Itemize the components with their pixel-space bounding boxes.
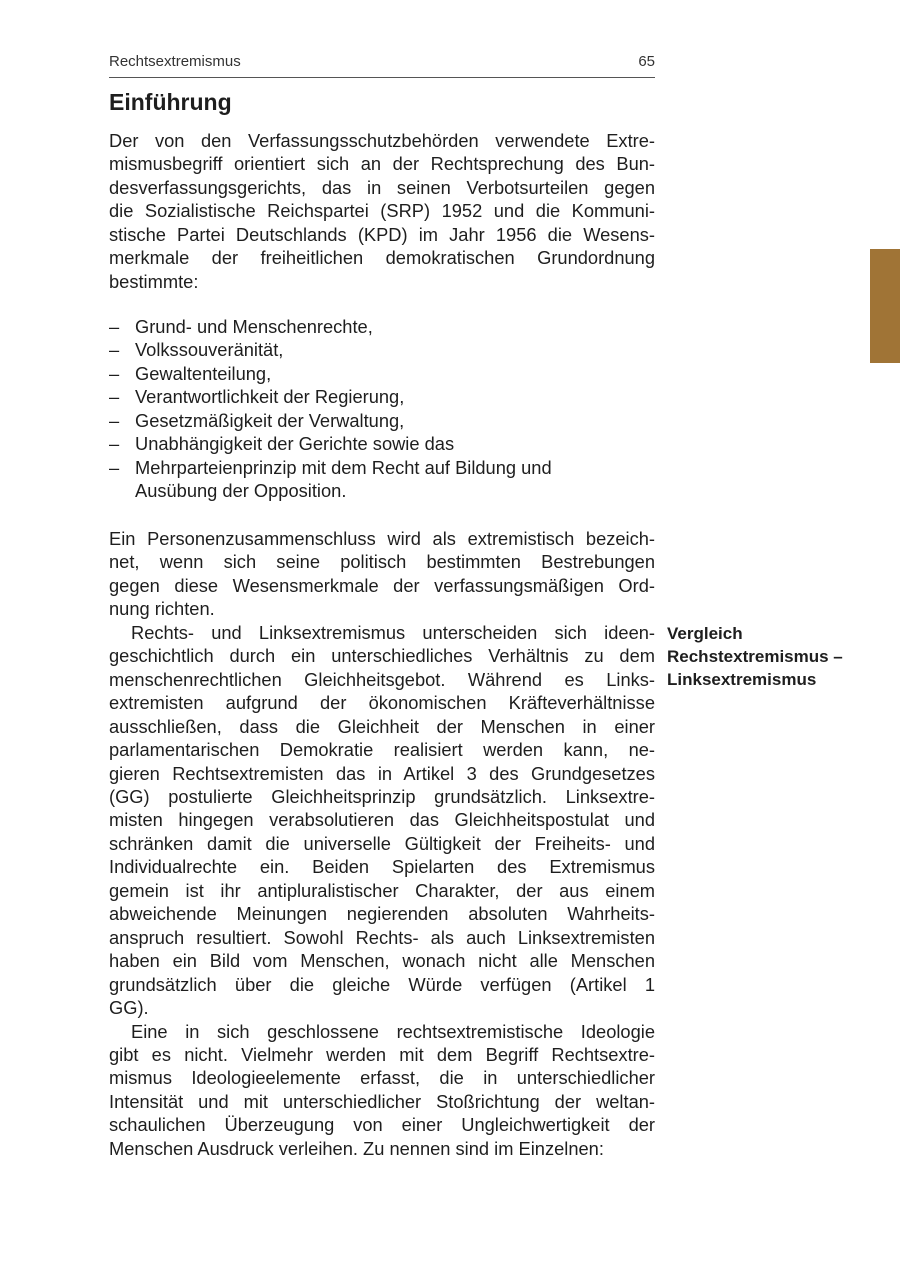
list-item-text: Verantwortlichkeit der Regierung, [135, 386, 405, 408]
chapter-tab-marker [870, 249, 900, 363]
dash-bullet: – [109, 409, 120, 431]
text-line: ausschließen, dass die Gleichheit der Menschen in einer [109, 715, 655, 737]
list-item-text: Grund- und Menschenrechte, [135, 316, 373, 337]
dash-bullet: – [109, 339, 120, 361]
principles-list [109, 315, 655, 503]
text-line: Der von den Verfassungsschutzbehörden verwendete Extre- [109, 130, 655, 151]
margin-note-line: Linksextremismus [667, 670, 817, 689]
list-item [109, 456, 655, 479]
body-text [109, 527, 655, 1160]
text-line: stische Partei Deutschlands (KPD) im Jahr 1956 die Wesens- [109, 223, 655, 245]
list-item-text: Mehrparteienprinzip mit dem Recht auf Bildung und [135, 456, 552, 478]
text-line: anspruch resultiert. Sowohl Rechts- als auch Linksextremisten [109, 926, 655, 948]
list-item [109, 409, 655, 432]
text-line: gibt es nicht. Vielmehr werden mit dem Begriff Rechtsextre- [109, 1043, 655, 1065]
margin-note-line: Rechstextremismus – [667, 647, 843, 666]
list-item-text: Ausübung der Opposition. [135, 480, 347, 502]
text-line: nung richten. [109, 598, 215, 620]
text-line: net, wenn sich seine politisch bestimmten Bestrebungen [109, 551, 655, 573]
text-line: geschichtlich durch ein unterschiedliches Verhältnis zu dem [109, 645, 655, 667]
dash-bullet: – [109, 362, 120, 384]
text-line: desverfassungsgerichts, das in seinen Verbotsurteilen gegen [109, 176, 655, 198]
list-item [109, 315, 655, 338]
text-line: Ein Personenzusammenschluss wird als extremistisch bezeich- [109, 528, 655, 549]
section-heading: Einführung [109, 89, 232, 115]
margin-note [667, 622, 843, 691]
text-line: grundsätzlich über die gleiche Würde verfügen (Artikel 1 [109, 973, 655, 995]
text-line: mismus Ideologieelemente erfasst, die in unterschiedlicher [109, 1067, 655, 1089]
text-line: abweichende Meinungen negierenden absoluten Wahrheits- [109, 903, 655, 925]
text-line: Rechts- und Linksextremismus unterscheiden sich ideen- [131, 621, 655, 643]
list-item-text: Unabhängigkeit der Gerichte sowie das [135, 433, 455, 455]
text-line: mismusbegriff orientiert sich an der Rechtsprechung des Bun- [109, 153, 655, 175]
text-line: menschenrechtlichen Gleichheitsgebot. Während es Links- [109, 668, 655, 690]
intro-paragraph [109, 129, 655, 293]
text-line: Intensität und mit unterschiedlicher Stoßrichtung der weltan- [109, 1090, 655, 1112]
text-line: Eine in sich geschlossene rechtsextremistische Ideologie [131, 1020, 655, 1042]
list-item [109, 385, 655, 408]
dash-bullet: – [109, 433, 120, 455]
dash-bullet: – [109, 316, 120, 337]
dash-bullet: – [109, 456, 120, 478]
text-line: merkmale der freiheitlichen demokratischen Grundordnung [109, 247, 655, 269]
running-header-title: Rechtsextremismus [109, 53, 241, 70]
list-item [109, 338, 655, 361]
list-item [109, 479, 655, 502]
header-rule [109, 77, 655, 78]
list-item [109, 432, 655, 455]
text-line: (GG) postulierte Gleichheitsprinzip grundsätzlich. Linksextre- [109, 785, 655, 807]
list-item-text: Volkssouveränität, [135, 339, 284, 361]
text-line: Menschen Ausdruck verleihen. Zu nennen sind im Einzelnen: [109, 1137, 604, 1159]
list-item-text: Gewaltenteilung, [135, 362, 272, 384]
list-item [109, 362, 655, 385]
margin-note-line: Vergleich [667, 624, 743, 643]
list-item-text: Gesetzmäßigkeit der Verwaltung, [135, 409, 405, 431]
text-line: haben ein Bild vom Menschen, wonach nicht alle Menschen [109, 950, 655, 972]
text-line: GG). [109, 997, 149, 1019]
text-line: die Sozialistische Reichspartei (SRP) 1952 und die Kommuni- [109, 200, 655, 222]
text-line: gegen diese Wesensmerkmale der verfassungsmäßigen Ord- [109, 574, 655, 596]
page-number: 65 [638, 53, 655, 70]
text-line: misten hingegen verabsolutieren das Gleichheitspostulat und [109, 809, 655, 831]
text-line: parlamentarischen Demokratie realisiert werden kann, ne- [109, 739, 655, 761]
dash-bullet: – [109, 386, 120, 408]
text-line: bestimmte: [109, 270, 199, 292]
text-line: schaulichen Überzeugung von einer Ungleichwertigkeit der [109, 1114, 655, 1136]
text-line: gieren Rechtsextremisten das in Artikel 3 des Grundgesetzes [109, 762, 655, 784]
dash-bullet [109, 479, 135, 502]
text-line: Individualrechte ein. Beiden Spielarten des Extremismus [109, 856, 655, 878]
text-line: schränken damit die universelle Gültigkeit der Freiheits- und [109, 832, 655, 854]
text-line: gemein ist ihr antipluralistischer Charakter, der aus einem [109, 879, 655, 901]
text-line: extremisten aufgrund der ökonomischen Kräfteverhältnisse [109, 692, 655, 714]
